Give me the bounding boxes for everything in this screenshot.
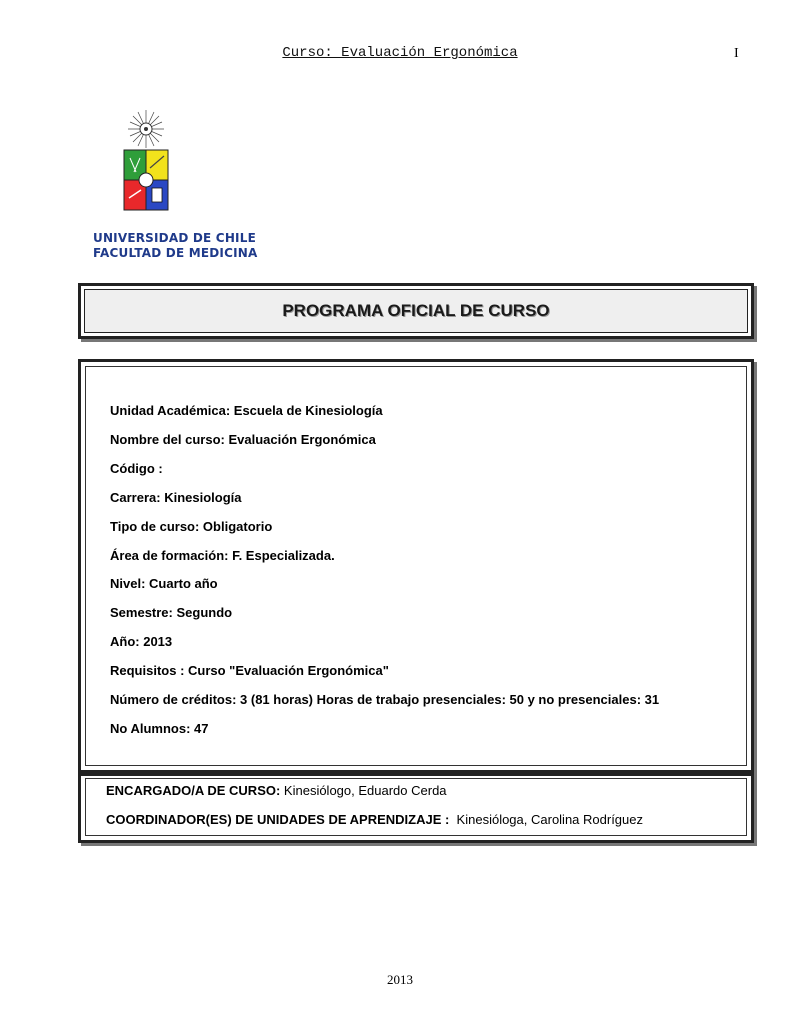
field-semestre: Semestre: Segundo bbox=[110, 605, 233, 620]
page-title: PROGRAMA OFICIAL DE CURSO bbox=[282, 301, 550, 320]
field-requisitos: Requisitos : Curso "Evaluación Ergonómica" bbox=[110, 663, 389, 678]
university-name: UNIVERSIDAD DE CHILE bbox=[93, 231, 256, 245]
encargado-value: Kinesiólogo, Eduardo Cerda bbox=[280, 783, 447, 798]
staff-inner bbox=[85, 778, 747, 836]
faculty-name: FACULTAD DE MEDICINA bbox=[93, 246, 258, 260]
coordinador-value: Kinesióloga, Carolina Rodríguez bbox=[449, 812, 643, 827]
university-crest-logo bbox=[118, 108, 174, 214]
field-alumnos: No Alumnos: 47 bbox=[110, 721, 209, 736]
course-info-box bbox=[78, 359, 754, 773]
field-nombre-curso: Nombre del curso: Evaluación Ergonómica bbox=[110, 432, 376, 447]
encargado-label: ENCARGADO/A DE CURSO: bbox=[106, 783, 281, 798]
coordinador-label: COORDINADOR(ES) DE UNIDADES DE APRENDIZAJE : bbox=[106, 812, 450, 827]
institution-name bbox=[93, 231, 258, 261]
field-unidad-academica: Unidad Académica: Escuela de Kinesiología bbox=[110, 403, 383, 418]
coordinador-row bbox=[106, 812, 643, 827]
page-footer-year: 2013 bbox=[387, 972, 413, 987]
field-creditos: Número de créditos: 3 (81 horas) Horas de trabajo presenciales: 50 y no presenciales: 31 bbox=[110, 692, 660, 707]
encargado-row bbox=[106, 783, 447, 798]
running-header-title: Curso: Evaluación Ergonómica bbox=[282, 45, 518, 61]
staff-box bbox=[78, 773, 754, 843]
field-ano: Año: 2013 bbox=[110, 634, 173, 649]
field-area-formacion: Área de formación: F. Especializada. bbox=[110, 548, 335, 563]
title-box bbox=[78, 283, 754, 339]
field-nivel: Nivel: Cuarto año bbox=[110, 576, 218, 591]
title-inner bbox=[84, 289, 748, 333]
field-codigo: Código : bbox=[110, 461, 163, 476]
field-carrera: Carrera: Kinesiología bbox=[110, 490, 242, 505]
page-number: I bbox=[734, 46, 739, 61]
course-info-inner bbox=[85, 366, 747, 766]
field-tipo-curso: Tipo de curso: Obligatorio bbox=[110, 519, 273, 534]
